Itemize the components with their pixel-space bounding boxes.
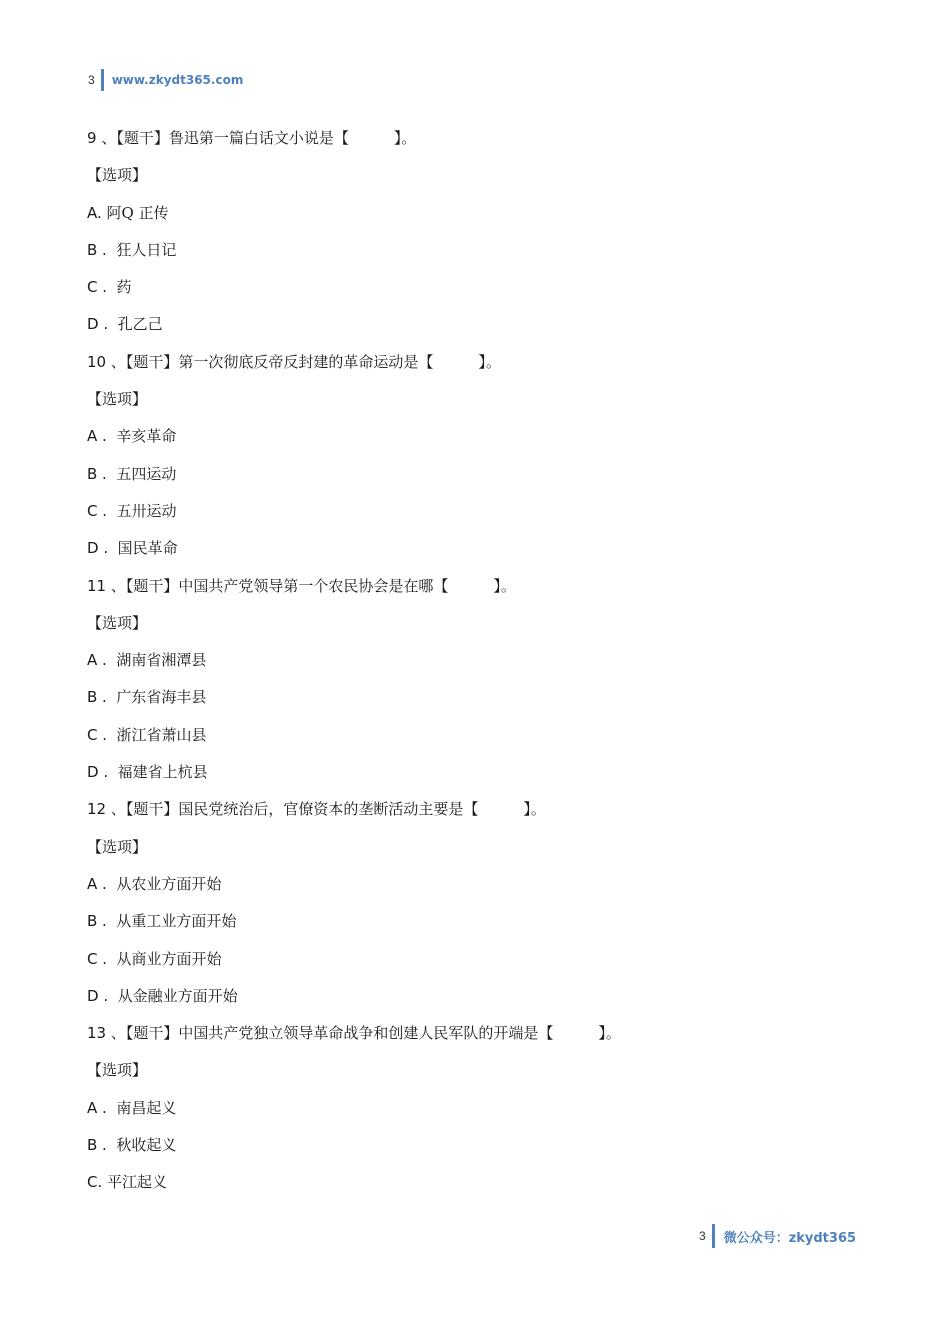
option-letter: D .: [87, 539, 109, 558]
footer-divider: [712, 1224, 715, 1248]
question-stem: [87, 344, 887, 381]
footer-page-number: 3: [699, 1229, 706, 1243]
footer-wechat-account: 微公众号：zkydt365: [723, 1230, 857, 1246]
question-text: 、【题干】中国共产党领导第一个农民协会是在哪【 】。: [110, 576, 516, 595]
options-label: 【选项】: [87, 613, 148, 632]
option-letter: C .: [87, 949, 108, 968]
question-stem: [87, 120, 887, 157]
option-text: 从重工业方面开始: [106, 912, 237, 931]
option-text: 阿Q 正传: [101, 203, 169, 222]
option-text: 广东省海丰县: [106, 688, 207, 707]
question-stem: [87, 1015, 887, 1052]
option-letter: B .: [87, 240, 107, 259]
option-item: [87, 903, 887, 940]
option-item: [87, 530, 887, 567]
options-label: 【选项】: [87, 166, 148, 185]
option-letter: A .: [87, 874, 107, 893]
options-label: 【选项】: [87, 390, 148, 409]
option-item: [87, 866, 887, 903]
option-item: [87, 418, 887, 455]
header-page-number: 3: [88, 73, 95, 87]
option-letter: C .: [87, 725, 108, 744]
option-item: [87, 306, 887, 343]
option-letter: C .: [87, 501, 108, 520]
option-text: 从商业方面开始: [107, 949, 222, 968]
option-item: [87, 1164, 887, 1201]
option-letter: D .: [87, 763, 109, 782]
option-text: 辛亥革命: [106, 427, 177, 446]
question-stem: [87, 791, 887, 828]
question-stem: [87, 568, 887, 605]
option-text: 药: [107, 278, 132, 297]
option-item: [87, 941, 887, 978]
options-label: 【选项】: [87, 837, 148, 856]
option-text: 湖南省湘潭县: [106, 651, 207, 670]
option-item: [87, 978, 887, 1015]
question-number: 11: [87, 576, 111, 595]
option-text: 五卅运动: [107, 501, 177, 520]
option-text: 平江起义: [102, 1173, 168, 1192]
option-letter: A .: [87, 651, 107, 670]
option-text: 从农业方面开始: [106, 874, 222, 893]
option-letter: B .: [87, 688, 107, 707]
question-number: 9: [87, 129, 102, 147]
option-text: 南昌起义: [106, 1098, 177, 1117]
option-letter: B .: [87, 464, 107, 483]
option-item: [87, 1127, 887, 1164]
option-item: [87, 493, 887, 530]
option-letter: C .: [87, 278, 108, 297]
option-text: 秋收起义: [106, 1136, 177, 1155]
option-text: 国民革命: [108, 539, 178, 558]
option-item: [87, 232, 887, 269]
question-number: 12: [87, 800, 111, 819]
question-number: 10: [87, 352, 111, 371]
option-letter: C.: [87, 1173, 103, 1192]
option-item: [87, 456, 887, 493]
header-divider: [101, 69, 104, 91]
question-text: 、【题干】鲁迅第一篇白话文小说是【 】。: [101, 129, 417, 147]
option-item: [87, 717, 887, 754]
question-text: 、【题干】国民党统治后，官僚资本的垄断活动主要是【 】。: [110, 800, 546, 819]
page-footer: [699, 1224, 856, 1248]
option-item: [87, 195, 887, 232]
option-letter: A.: [87, 203, 102, 222]
option-text: 孔乙己: [108, 315, 163, 334]
option-text: 从金融业方面开始: [108, 986, 238, 1005]
option-letter: B .: [87, 912, 107, 931]
question-text: 、【题干】中国共产党独立领导革命战争和创建人民军队的开端是【 】。: [110, 1024, 621, 1043]
page-header: [88, 68, 243, 92]
option-letter: B .: [87, 1136, 107, 1155]
option-item: [87, 642, 887, 679]
question-list: [87, 120, 887, 1202]
option-item: [87, 1090, 887, 1127]
question-text: 、【题干】第一次彻底反帝反封建的革命运动是【 】。: [110, 352, 501, 371]
option-text: 狂人日记: [106, 240, 177, 259]
option-letter: D .: [87, 986, 109, 1005]
option-letter: D .: [87, 315, 109, 334]
option-item: [87, 269, 887, 306]
option-text: 浙江省萧山县: [107, 725, 207, 744]
question-number: 13: [87, 1024, 111, 1043]
options-label: 【选项】: [87, 1061, 148, 1080]
option-letter: A .: [87, 427, 107, 446]
option-text: 福建省上杭县: [108, 763, 208, 782]
option-item: [87, 679, 887, 716]
option-letter: A .: [87, 1098, 107, 1117]
option-item: [87, 754, 887, 791]
header-website-link[interactable]: www.zkydt365.com: [111, 73, 244, 87]
option-text: 五四运动: [106, 464, 177, 483]
